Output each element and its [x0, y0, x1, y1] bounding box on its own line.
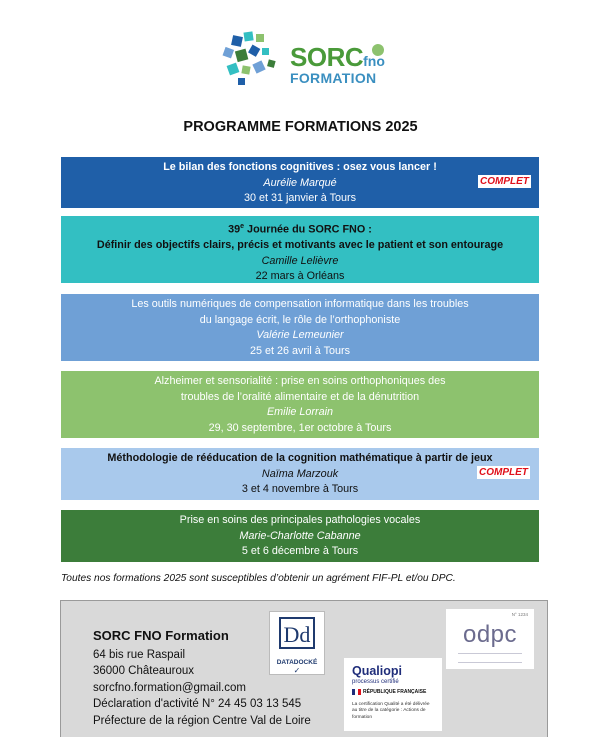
qualiopi-card	[344, 658, 442, 731]
formation-title-line1: Alzheimer et sensorialité : prise en soins orthophoniques des	[154, 375, 446, 387]
formation-dates: 30 et 31 janvier à Tours	[243, 192, 357, 204]
qualiopi-rf: RÉPUBLIQUE FRANÇAISE	[363, 689, 427, 695]
formation-title: Le bilan des fonctions cognitives : osez vous lancer !	[163, 161, 437, 173]
formation-title-line2: troubles de l’oralité alimentaire et de la dénutrition	[180, 390, 420, 403]
datadock-label: DATADOCKÉ	[276, 659, 318, 666]
contact-declaration: Déclaration d'activité N° 24 45 03 13 545	[93, 698, 302, 711]
qualiopi-cert: La certification Qualité a été délivrée au titre de la catégorie : Actions de formation	[352, 702, 430, 720]
formation-dates: 3 et 4 novembre à Tours	[241, 483, 359, 495]
formation-title: Prise en soins des principales pathologies vocales	[179, 514, 421, 526]
formation-ordinal-suffix: e	[240, 223, 245, 230]
formation-block-6	[61, 510, 539, 562]
datadock-card	[269, 611, 325, 675]
formation-dates: 22 mars à Orléans	[255, 270, 345, 283]
formation-title	[61, 219, 539, 238]
status-badge-complet: COMPLET	[479, 467, 528, 478]
formation-speaker: Camille Lelièvre	[261, 254, 339, 267]
qualiopi-logo	[352, 664, 402, 678]
formation-dates: 25 et 26 avril à Tours	[249, 344, 351, 357]
formation-speaker: Marie-Charlotte Cabanne	[239, 529, 361, 542]
formation-dates: 5 et 6 décembre à Tours	[241, 545, 359, 557]
qualiopi-sub: processus certifié	[352, 679, 399, 685]
odpc-fine-lines-icon	[458, 653, 522, 663]
formation-block-2	[61, 216, 539, 283]
logo-formation: FORMATION	[290, 70, 377, 86]
contact-city: 36000 Châteauroux	[93, 665, 195, 678]
formation-title-line1: Les outils numériques de compensation informatique dans les troubles	[131, 298, 469, 310]
formation-speaker: Valérie Lemeunier	[256, 329, 344, 341]
agrement-note: Toutes nos formations 2025 sont susceptibles d’obtenir un agrément FIF-PL et/ou DPC.	[61, 573, 456, 584]
svg-text:Dd: Dd	[283, 622, 311, 647]
qualiopi-label: Qualiopi	[352, 664, 402, 678]
formation-title-line1: Journée du SORC FNO :	[244, 223, 372, 236]
contact-prefecture: Préfecture de la région Centre Val de Loire	[93, 714, 311, 727]
odpc-number: N° 1234	[511, 612, 528, 617]
status-badge-complet: COMPLET	[480, 176, 529, 187]
formation-dates: 29, 30 septembre, 1er octobre à Tours	[208, 421, 392, 434]
contact-email[interactable]: sorcfno.formation@gmail.com	[93, 681, 246, 694]
contact-footer	[60, 600, 548, 737]
formation-block-5	[61, 448, 539, 500]
formation-block-3	[61, 294, 539, 361]
formation-block-1	[61, 157, 539, 208]
formation-speaker: Emilie Lorrain	[266, 406, 333, 418]
contact-org: SORC FNO Formation	[93, 628, 229, 643]
datadock-logo-icon	[270, 612, 324, 656]
formation-speaker: Aurélie Marqué	[263, 176, 337, 189]
formation-title: Méthodologie de rééducation de la cognition mathématique à partir de jeux	[107, 452, 493, 464]
formation-title-line2: du langage écrit, le rôle de l’orthophoniste	[199, 313, 401, 326]
contact-address: 64 bis rue Raspail	[93, 648, 186, 661]
formation-subtitle: Définir des objectifs clairs, précis et motivants avec le patient et son entourage	[96, 239, 504, 252]
odpc-logo: odpc	[462, 621, 518, 648]
logo-sub: fno	[363, 53, 385, 69]
page-title: PROGRAMME FORMATIONS 2025	[183, 119, 418, 135]
formation-block-4	[61, 371, 539, 438]
logo-text	[290, 44, 385, 85]
odpc-card	[446, 609, 534, 669]
formation-speaker: Naïma Marzouk	[261, 467, 339, 480]
formation-ordinal: 39	[228, 223, 241, 236]
logo-brand: SORC	[290, 42, 364, 72]
check-icon: ✓	[293, 666, 301, 675]
flag-icon	[352, 689, 361, 695]
